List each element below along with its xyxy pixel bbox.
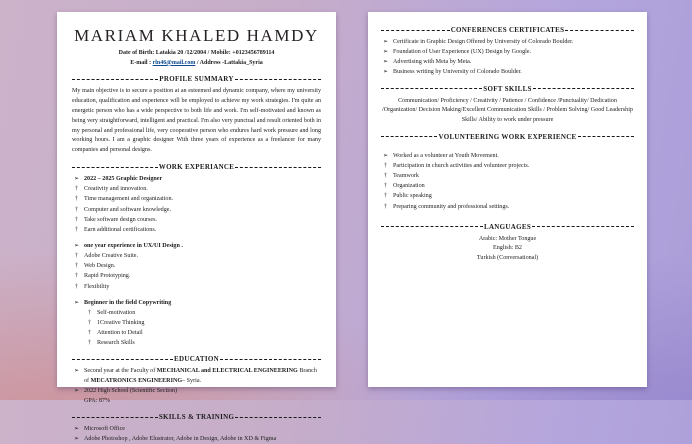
section-divider-line (381, 88, 482, 89)
volunteering-item (381, 182, 634, 191)
section-divider-line (381, 136, 437, 137)
gpa-line (72, 397, 321, 406)
arrow-bullet-icon: ➢ (73, 387, 80, 394)
list-item-text: Take software design courses. (84, 216, 158, 223)
volunteering-text: Worked as a volunteer at Youth Movement. (393, 152, 499, 159)
section-header-skills-training (72, 413, 321, 421)
section-divider-line (578, 136, 634, 137)
section-title: CONFERENCES CERTIFICATES (450, 26, 565, 34)
profile-summary-text: My main objective is to secure a position at an esteemed and dynamic company, where my university education, qualification and experience will be employed to achieve my work strategies. I'm quite an energetic person who has a wide perspective to both life and work. I'm self-motivated and known as being very straightforward, intelligent and practical. I'm also very punctual and result oriented both in my personal and professional life, very cooperative person who endures hard work pressure and long working hours. I am a graphic designer With three years of experience as a freelancer for many companies and personal designs. (72, 88, 321, 154)
bullet-spacer (72, 397, 81, 406)
certificate-text: Business writing by University of Colorado Boulder. (393, 69, 522, 76)
certificate-text: Certificate in Graphic Design Offered by University of Colorado Boulder. (393, 39, 574, 45)
work-group-title: Beginner in the field Copywriting (84, 299, 172, 306)
skills-item (72, 435, 321, 444)
section-title: LANGUAGES (483, 222, 532, 231)
section-divider-line (381, 30, 450, 31)
section-divider-line (532, 226, 634, 227)
cross-bullet-icon: † (88, 309, 91, 316)
dob-mobile-line: Date of Birth: Latakia 20 /12/2004 / Mobile: +0123456789114 (118, 50, 275, 56)
work-group-title: one year experience in UX/UI Design . (84, 243, 183, 250)
section-divider-line (235, 417, 321, 418)
arrow-bullet-icon: ➢ (73, 176, 80, 183)
section-title: SOFT SKILLS (483, 84, 532, 93)
section-header-certificates (381, 26, 634, 34)
work-group-uxui (72, 242, 321, 292)
volunteering-text: Teamwork (393, 173, 419, 180)
email-label: E-mail : (130, 59, 153, 66)
skills-item-text: Microsoft Office (84, 426, 126, 433)
list-item (72, 185, 321, 194)
section-title: EDUCATION (174, 355, 219, 364)
cross-bullet-icon: † (88, 340, 91, 347)
section-divider-line (381, 226, 483, 227)
arrow-bullet-icon: ➢ (73, 426, 80, 433)
language-line: English: B2 (493, 245, 522, 252)
cross-bullet-icon: † (384, 193, 387, 200)
list-item-text: Research Skills (97, 340, 135, 347)
education-item (72, 367, 321, 385)
section-divider-line (72, 167, 158, 168)
arrow-bullet-icon: ➢ (382, 49, 389, 56)
soft-skills-text: Communication/ Proficiency / Creativity / Patience / Confidence /Punctuality/ Dedication /Organization/ Decision Making/Excellent Communication Skills / Problem Solving/ Good Leadership Skills/ Ability to work under pressure (382, 97, 633, 124)
education-item (72, 387, 321, 396)
work-group-heading (72, 242, 321, 251)
certificate-item (381, 38, 634, 47)
email-link[interactable]: rln46@mail.com (152, 59, 196, 66)
arrow-bullet-icon: ➢ (73, 243, 80, 250)
certificate-item (381, 48, 634, 57)
list-item (72, 283, 321, 292)
list-item-text: Self-motivation (97, 309, 136, 316)
education-text-part: Branch of (84, 368, 317, 384)
education-text-bold: MECATRONICS ENGINEERING (90, 377, 183, 384)
list-item-text: Rapid Prototyping. (84, 273, 131, 280)
gpa-text: GPA: 87% (84, 397, 111, 404)
section-title: WORK EXPERIANCE (158, 163, 235, 172)
list-item (72, 206, 321, 215)
arrow-bullet-icon: ➢ (73, 436, 80, 443)
work-group-heading (72, 299, 321, 308)
section-divider-line (220, 359, 321, 360)
certificate-text: Advertising with Meta by Meta. (393, 59, 472, 66)
certificate-item (381, 58, 634, 67)
cross-bullet-icon: † (75, 263, 78, 270)
list-item (85, 319, 321, 328)
candidate-name: MARIAM KHALED HAMDY (74, 26, 319, 45)
cross-bullet-icon: † (384, 183, 387, 190)
resume-page-1 (57, 12, 336, 443)
language-line: Turkish (Conversational) (476, 255, 539, 262)
section-title: PROFILE SUMMARY (159, 75, 234, 84)
volunteering-item (381, 192, 634, 201)
arrow-bullet-icon: ➢ (73, 299, 80, 306)
education-text-part: – Syria. (182, 377, 202, 384)
volunteering-item (381, 172, 634, 181)
section-divider-line (533, 88, 634, 89)
list-item (85, 339, 321, 348)
languages-block (381, 235, 634, 264)
list-item-text: Web Design. (84, 263, 116, 270)
certificate-item (381, 68, 634, 77)
volunteering-item (381, 203, 634, 212)
section-title: VOLUNTEERING WORK EXPERIENCE (438, 132, 577, 141)
list-item (72, 272, 321, 281)
work-group-copywriting (72, 299, 321, 349)
arrow-bullet-icon: ➢ (382, 152, 389, 159)
work-group-graphic-designer (72, 175, 321, 235)
section-divider-line (235, 79, 321, 80)
volunteering-text: Organization (393, 183, 425, 190)
list-item-text: 1Creative Thinking (97, 320, 145, 327)
resume-page-2 (368, 12, 647, 387)
contact-info (72, 49, 321, 68)
cross-bullet-icon: † (88, 320, 91, 327)
cross-bullet-icon: † (384, 173, 387, 180)
list-item (72, 216, 321, 225)
section-divider-line (235, 167, 321, 168)
education-item-text: 2022 High School (Scientific Section) (84, 387, 178, 394)
address-text: / Address -Lattakia_Syria (195, 59, 263, 66)
list-item-text: Earn additional certifications. (84, 226, 157, 233)
work-group-title: 2022 – 2025 Graphic Designer (84, 176, 163, 183)
list-item (72, 252, 321, 261)
volunteering-text: Public speaking (393, 193, 432, 200)
list-item (72, 226, 321, 235)
cross-bullet-icon: † (88, 330, 91, 337)
cross-bullet-icon: † (75, 216, 78, 223)
arrow-bullet-icon: ➢ (73, 368, 80, 375)
section-divider-line (72, 359, 173, 360)
language-line: Arabic: Mother Tongue (478, 235, 537, 242)
cross-bullet-icon: † (75, 196, 78, 203)
list-item (72, 262, 321, 271)
arrow-bullet-icon: ➢ (382, 59, 389, 66)
arrow-bullet-icon: ➢ (382, 69, 389, 76)
section-header-soft-skills (381, 85, 634, 93)
section-header-profile-summary (72, 75, 321, 83)
section-divider-line (72, 417, 158, 418)
list-item-text: Attention to Detail (97, 330, 143, 337)
cross-bullet-icon: † (75, 186, 78, 193)
section-divider-line (72, 79, 158, 80)
list-item-text: Computer and software knowledge. (84, 206, 171, 213)
spacer (381, 145, 634, 151)
list-item (85, 309, 321, 318)
education-text-part: Second year at the Faculty of (84, 368, 157, 375)
section-header-work-experience (72, 163, 321, 171)
section-header-volunteering (381, 133, 634, 141)
skills-item (72, 425, 321, 434)
certificate-text: Foundation of User Experience (UX) Design by Google. (393, 49, 532, 56)
section-header-languages (381, 223, 634, 231)
cross-bullet-icon: † (75, 206, 78, 213)
volunteering-lead-item (381, 152, 634, 161)
arrow-bullet-icon: ➢ (382, 39, 389, 45)
cross-bullet-icon: † (384, 162, 387, 169)
list-item-text: Flexibility (84, 283, 110, 290)
cross-bullet-icon: † (384, 203, 387, 210)
education-text-bold: MECHANICAL and ELECTRICAL ENGINEERING (156, 368, 298, 375)
list-item (85, 329, 321, 338)
education-item-text (84, 367, 321, 385)
list-item (72, 195, 321, 204)
list-item-text: Adobe Creative Suite. (84, 253, 138, 260)
list-item-text: Creativity and innovation. (84, 186, 148, 193)
cross-bullet-icon: † (75, 283, 78, 290)
cross-bullet-icon: † (75, 253, 78, 260)
volunteering-text: Participation in church activities and volunteer projects. (393, 162, 530, 169)
volunteering-text: Preparing community and professional settings. (393, 203, 510, 210)
work-group-heading (72, 175, 321, 184)
section-header-education (72, 355, 321, 363)
volunteering-item (381, 162, 634, 171)
skills-item-text: Adobe Photoshop , Adobe Elustrator, Adobe in Design, Adobe in XD & Figma (84, 436, 277, 443)
cross-bullet-icon: † (75, 273, 78, 280)
email-address-line (72, 59, 321, 69)
section-divider-line (565, 30, 634, 31)
cross-bullet-icon: † (75, 226, 78, 233)
list-item-text: Time management and organization. (84, 196, 174, 203)
section-title: SKILLS & TRAINING (158, 413, 235, 422)
